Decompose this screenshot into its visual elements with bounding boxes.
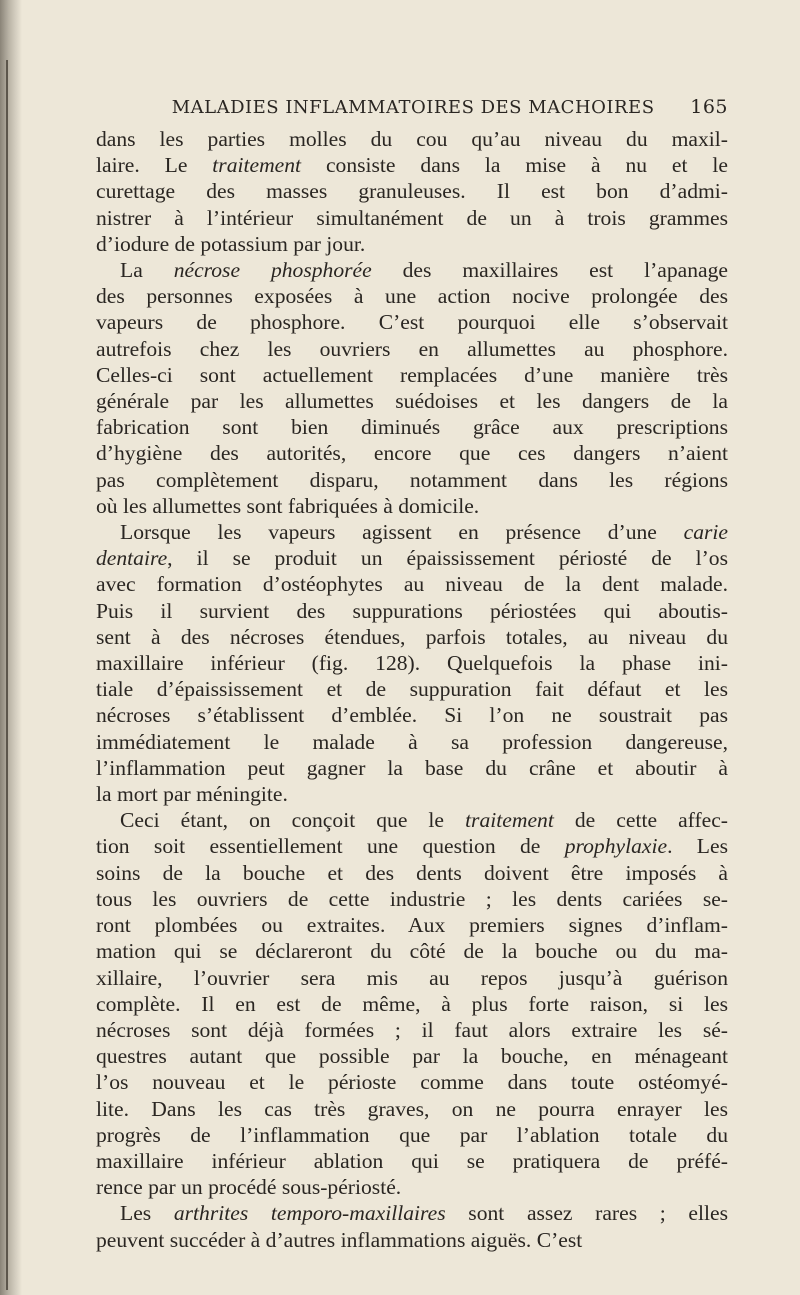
italic-term: dentaire <box>96 546 168 571</box>
text-run: rence par un procédé sous-périosté. <box>96 1175 402 1200</box>
text-run: Les <box>120 1201 174 1226</box>
text-line <box>96 1174 728 1200</box>
text-line <box>96 493 728 519</box>
body-text <box>96 126 728 1253</box>
text-run: sont assez rares ; elles <box>445 1201 729 1226</box>
text-line <box>96 833 728 859</box>
text-run: Lorsque les vapeurs agissent en présence d’une <box>120 520 684 545</box>
text-run: . Les <box>667 834 728 859</box>
text-line <box>96 1096 728 1122</box>
text-run: nécroses sont déjà formées ; il faut alors extraire les sé- <box>96 1017 728 1042</box>
text-line <box>96 283 728 309</box>
text-run: questres autant que possible par la bouche, en ménageant <box>96 1044 728 1069</box>
text-run: consiste dans la mise à nu et le <box>301 153 728 178</box>
text-run: avec formation d’ostéophytes au niveau de la dent malade. <box>96 572 728 597</box>
text-run: curettage des masses granuleuses. Il est bon d’admi- <box>96 179 728 204</box>
text-run: peuvent succéder à d’autres inflammations aiguës. C’est <box>96 1227 583 1252</box>
text-run: d’hygiène des autorités, encore que ces dangers n’aient <box>96 441 728 466</box>
text-run: dans les parties molles du cou qu’au niveau du maxil- <box>96 127 728 151</box>
text-line <box>96 519 728 545</box>
text-run: tion soit essentiellement une question de <box>96 834 565 859</box>
text-line <box>96 205 728 231</box>
text-line <box>96 781 728 807</box>
text-run: progrès de l’inflammation que par l’ablation totale du <box>96 1122 728 1147</box>
text-run: tous les ouvriers de cette industrie ; les dents cariées se- <box>96 886 728 911</box>
text-line <box>96 755 728 781</box>
page-binding-shadow <box>0 0 22 1295</box>
text-run: fabrication sont bien diminués grâce aux prescriptions <box>96 415 728 440</box>
text-run: l’os nouveau et le périoste comme dans toute ostéomyé- <box>96 1070 728 1095</box>
text-run: générale par les allumettes suédoises et les dangers de la <box>96 389 728 414</box>
text-line <box>96 886 728 912</box>
text-line <box>96 231 728 257</box>
text-line <box>96 467 728 493</box>
text-run: maxillaire inférieur (fig. 128). Quelquefois la phase ini- <box>96 651 728 676</box>
text-line <box>96 362 728 388</box>
text-run: Celles-ci sont actuellement remplacées d’une manière très <box>96 362 728 387</box>
text-line <box>96 676 728 702</box>
text-run: soins de la bouche et des dents doivent être imposés à <box>96 860 728 885</box>
text-run: mation qui se déclareront du côté de la bouche ou du ma- <box>96 939 728 964</box>
italic-term: carie <box>683 520 728 545</box>
text-run: l’inflammation peut gagner la base du crâne et aboutir à <box>96 755 728 780</box>
text-run: lite. Dans les cas très graves, on ne pourra enrayer les <box>96 1096 728 1121</box>
text-run: laire. Le <box>96 153 213 178</box>
text-run: de cette affec- <box>553 808 728 833</box>
text-line <box>96 702 728 728</box>
italic-term: nécrose phosphorée <box>173 258 372 283</box>
text-line <box>96 965 728 991</box>
text-line <box>96 991 728 1017</box>
italic-term: arthrites temporo-maxillaires <box>173 1201 446 1226</box>
text-line <box>96 729 728 755</box>
italic-term: traitement <box>465 808 554 833</box>
italic-term: traitement <box>212 153 302 178</box>
text-run: immédiatement le malade à sa profession dangereuse, <box>96 729 728 754</box>
text-run: xillaire, l’ouvrier sera mis au repos jusqu’à guérison <box>96 965 728 990</box>
text-line <box>96 912 728 938</box>
text-line <box>96 414 728 440</box>
text-line <box>96 624 728 650</box>
text-run: ront plombées ou extraites. Aux premiers signes d’inflam- <box>96 913 728 938</box>
italic-term: prophylaxie <box>564 834 668 859</box>
text-run: nistrer à l’intérieur simultanément de un à trois grammes <box>96 205 728 230</box>
text-run: , il se produit un épaississement périosté de l’os <box>167 546 728 571</box>
text-line <box>96 309 728 335</box>
page-binding-edge <box>6 60 8 1290</box>
text-run: où les allumettes sont fabriquées à domicile. <box>96 493 480 518</box>
text-line <box>96 650 728 676</box>
text-line <box>96 152 728 178</box>
text-run: des maxillaires est l’apanage <box>371 258 728 283</box>
text-line <box>96 1227 728 1253</box>
text-run: Ceci étant, on conçoit que le <box>120 808 466 833</box>
text-line <box>96 178 728 204</box>
text-run: des personnes exposées à une action nocive prolongée des <box>96 284 728 309</box>
text-line <box>96 938 728 964</box>
text-run: d’iodure de potassium par jour. <box>96 231 366 256</box>
text-line <box>96 860 728 886</box>
text-line <box>96 1017 728 1043</box>
text-run: complète. Il en est de même, à plus forte raison, si les <box>96 991 728 1016</box>
text-line <box>96 388 728 414</box>
page-number: 165 <box>690 96 728 118</box>
text-run: La <box>120 258 174 283</box>
text-run: la mort par méningite. <box>96 782 288 807</box>
text-line <box>96 807 728 833</box>
text-line <box>96 545 728 571</box>
text-run: vapeurs de phosphore. C’est pourquoi elle s’observait <box>96 310 728 335</box>
text-line <box>96 440 728 466</box>
text-run: sent à des nécroses étendues, parfois totales, au niveau du <box>96 624 728 649</box>
running-head <box>96 96 728 126</box>
text-line <box>96 571 728 597</box>
text-run: maxillaire inférieur ablation qui se pratiquera de préfé- <box>96 1148 728 1173</box>
text-run: Puis il survient des suppurations périostées qui aboutis- <box>96 598 728 623</box>
text-line <box>96 598 728 624</box>
text-line <box>96 257 728 283</box>
running-head-title: MALADIES INFLAMMATOIRES DES MACHOIRES <box>171 97 655 118</box>
text-run: nécroses s’établissent d’emblée. Si l’on ne soustrait pas <box>96 703 728 728</box>
text-line <box>96 336 728 362</box>
book-page <box>96 96 728 1253</box>
text-line <box>96 126 728 152</box>
text-line <box>96 1148 728 1174</box>
text-line <box>96 1069 728 1095</box>
text-line <box>96 1043 728 1069</box>
text-line <box>96 1200 728 1226</box>
text-run: tiale d’épaississement et de suppuration fait défaut et les <box>96 677 728 702</box>
text-run: pas complètement disparu, notamment dans les régions <box>96 467 728 492</box>
text-line <box>96 1122 728 1148</box>
text-run: autrefois chez les ouvriers en allumettes au phosphore. <box>96 336 728 361</box>
